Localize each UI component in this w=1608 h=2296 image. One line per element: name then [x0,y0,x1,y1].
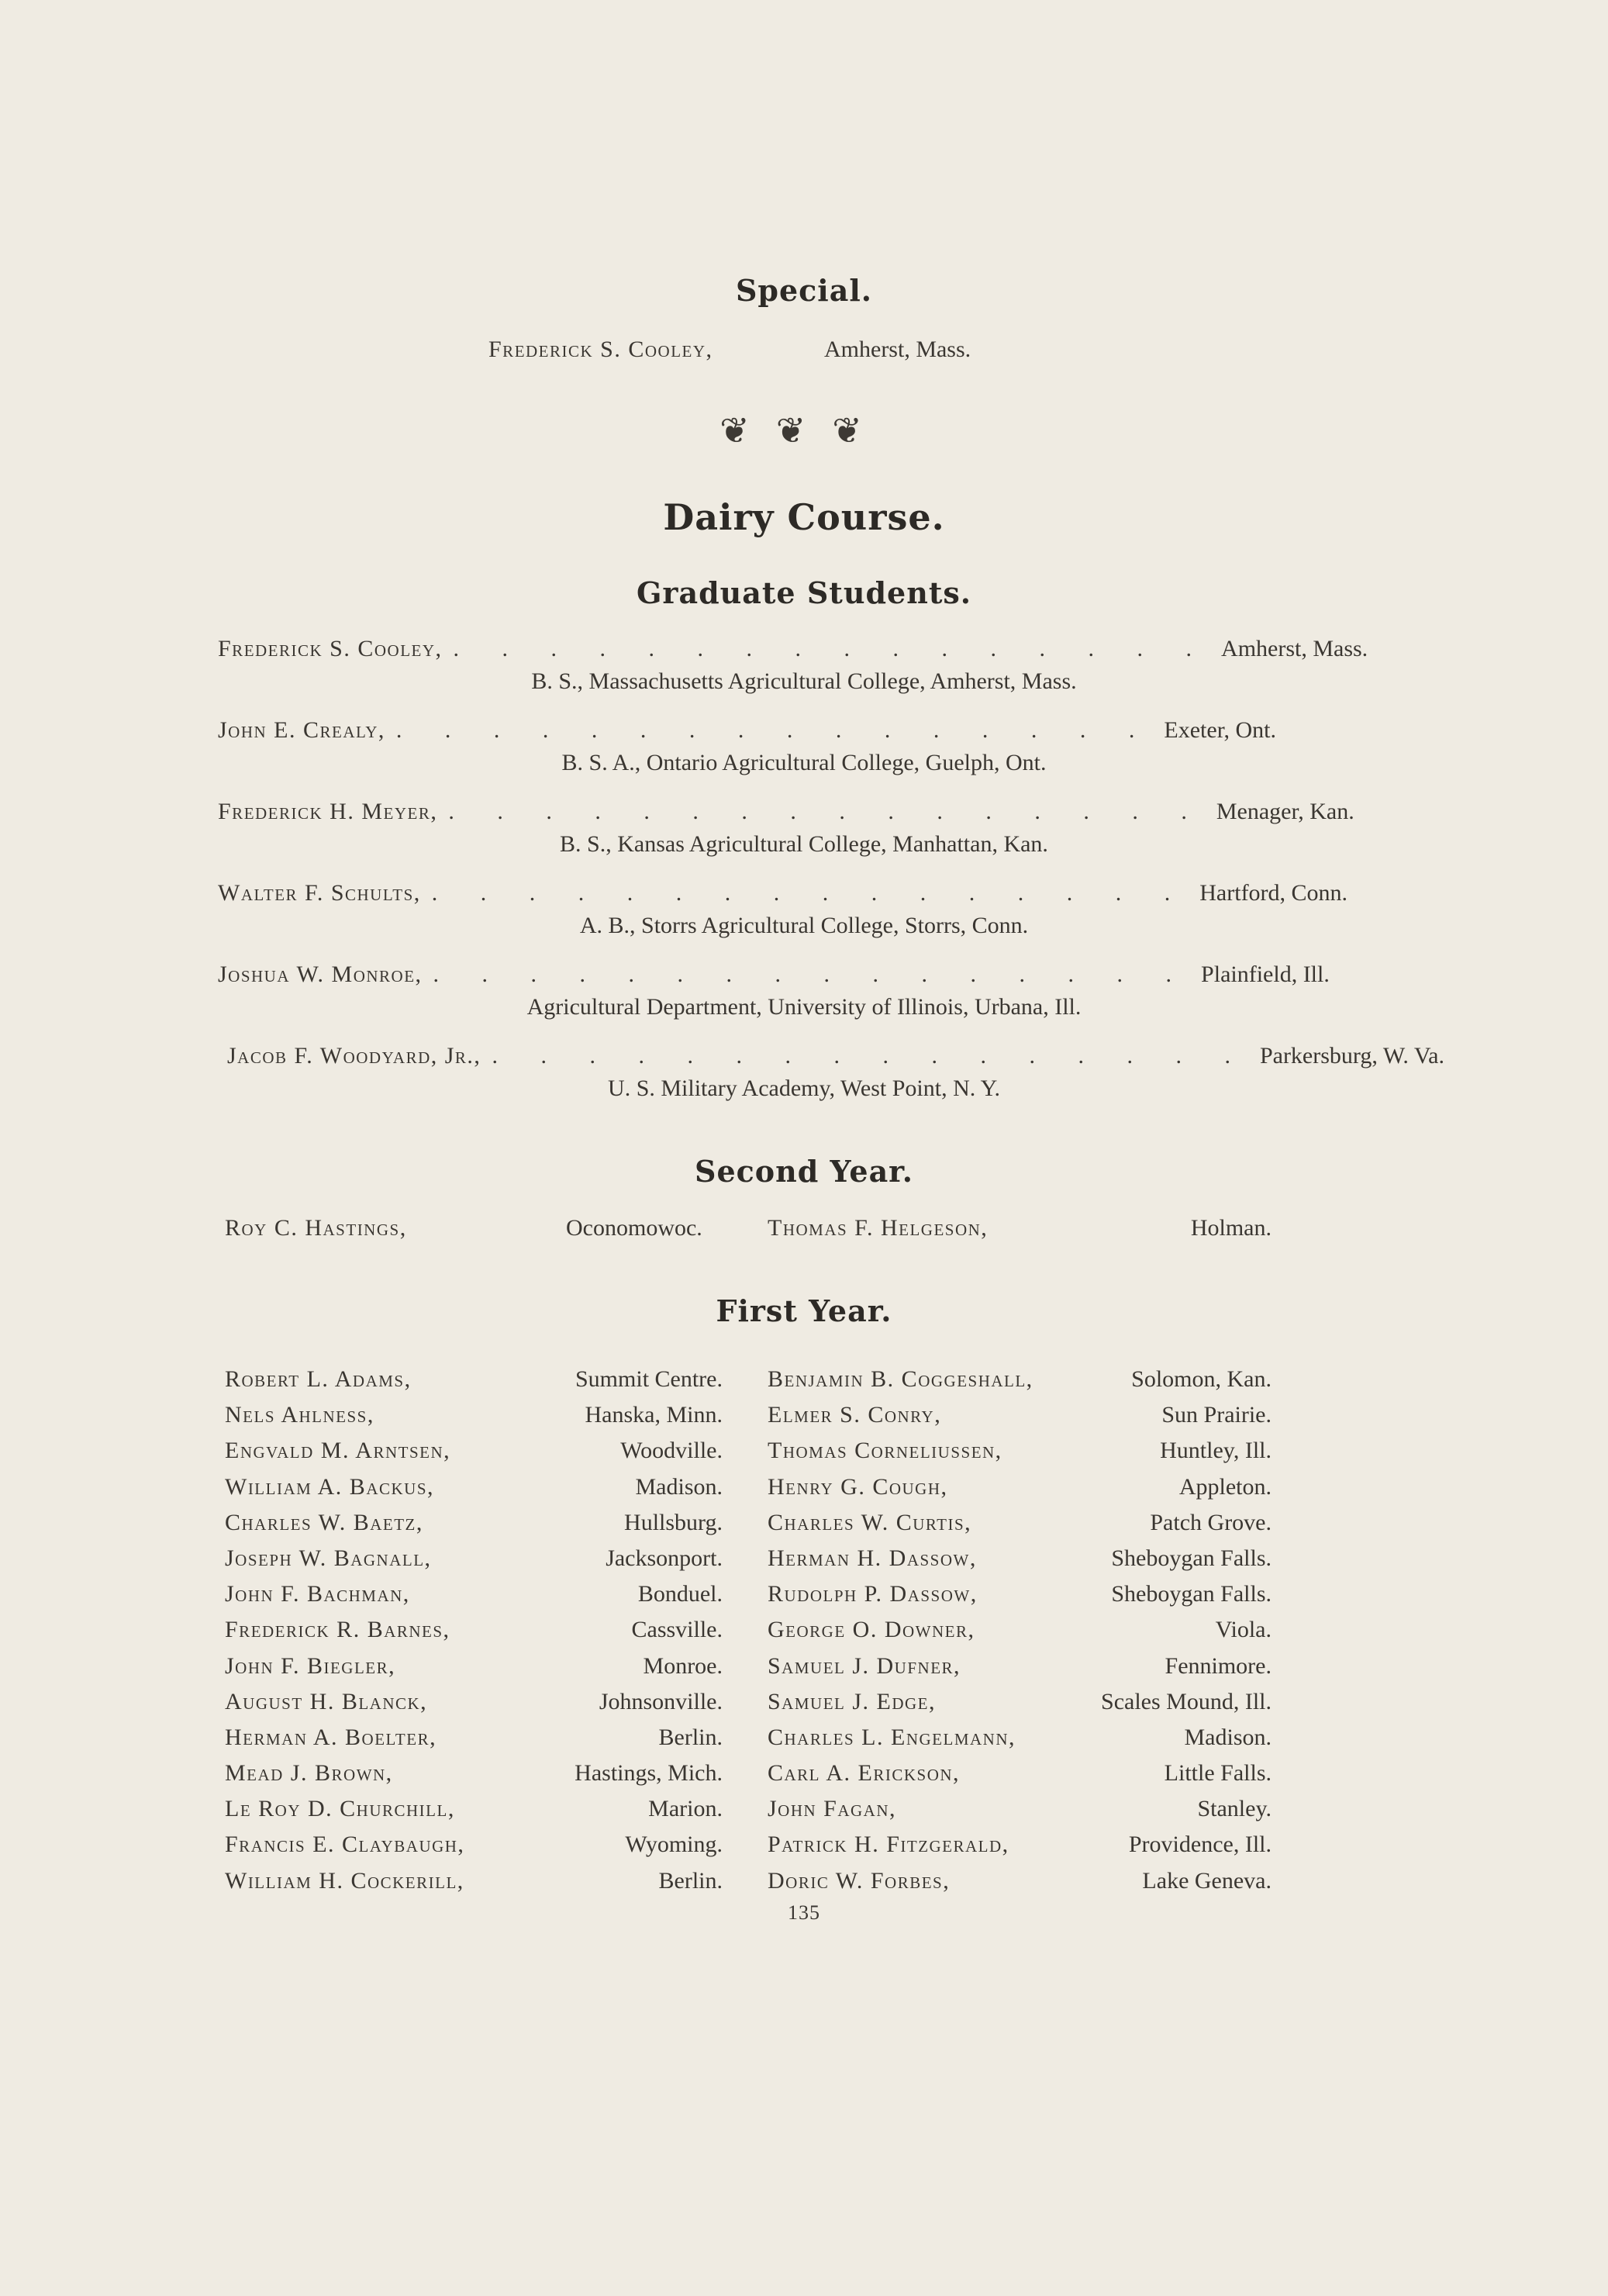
student-place: Sheboygan Falls. [1111,1581,1272,1607]
list-item [225,1617,1272,1652]
second-year-place: Holman. [1190,1215,1272,1241]
student-place: Jacksonport. [606,1545,723,1571]
student-place: Sun Prairie. [1161,1402,1272,1428]
graduate-degree: Agricultural Department, University of Illinois, Urbana, Ill. [526,994,1082,1020]
graduate-degree: A. B., Storrs Agricultural College, Storrs, Conn. [579,913,1029,938]
graduate-name: Joshua W. Monroe, [218,962,423,987]
student-place: Hullsburg. [624,1509,723,1535]
student-place: Fennimore. [1165,1652,1272,1679]
list-item [225,1366,1272,1402]
special-student-name: Frederick S. Cooley, [488,337,713,362]
graduate-degree: B. S., Massachusetts Agricultural College, Amherst, Mass. [531,668,1077,694]
list-item [225,1689,1272,1725]
second-year-name: Roy C. Hastings, [225,1215,407,1241]
student-name: Elmer S. Conry, [768,1402,942,1428]
graduate-name: Jacob F. Woodyard, Jr., [227,1043,481,1069]
student-name: John F. Biegler, [225,1652,396,1679]
student-name: Doric W. Forbes, [768,1867,951,1894]
student-place: Little Falls. [1164,1760,1272,1787]
second-year-name: Thomas F. Helgeson, [768,1215,989,1241]
list-item [225,1796,1272,1832]
graduate-degree: B. S., Kansas Agricultural College, Manhattan, Kan. [560,831,1048,857]
second-year-place: Oconomowoc. [566,1215,702,1241]
graduate-place: Menager, Kan. [1216,799,1354,824]
student-place: Cassville. [631,1617,723,1643]
student-place: Appleton. [1178,1473,1272,1500]
student-name: Francis E. Claybaugh, [225,1832,465,1858]
student-place: Berlin. [658,1724,723,1750]
dot-leader: . . . . . . . . . . . . . . . . [492,1043,1249,1069]
graduate-students-heading: Graduate Students. [636,575,972,610]
student-place: Berlin. [658,1867,723,1894]
student-name: Samuel J. Dufner, [768,1652,961,1679]
list-item [225,1545,1272,1581]
student-place: Sheboygan Falls. [1111,1545,1272,1571]
list-item [225,1438,1272,1473]
second-year-heading: Second Year. [695,1154,913,1189]
dot-leader: . . . . . . . . . . . . . . . . [433,962,1191,987]
student-name: Mead J. Brown, [225,1760,393,1787]
student-name: Nels Ahlness, [225,1402,374,1428]
student-place: Monroe. [643,1652,723,1679]
dairy-course-heading: Dairy Course. [663,496,945,538]
student-place: Bonduel. [637,1581,723,1607]
special-heading: Special. [735,273,873,308]
graduate-place: Amherst, Mass. [1221,636,1368,661]
student-name: Benjamin B. Coggeshall, [768,1366,1033,1392]
student-name: Rudolph P. Dassow, [768,1581,978,1607]
student-place: Marion. [648,1796,723,1822]
student-place: Woodville. [620,1438,723,1464]
student-place: Johnsonville. [599,1688,723,1714]
graduate-place: Hartford, Conn. [1199,880,1348,906]
student-place: Patch Grove. [1150,1509,1272,1535]
list-item [225,1725,1272,1760]
student-place: Scales Mound, Ill. [1101,1688,1272,1714]
list-item [225,1653,1272,1689]
student-name: George O. Downer, [768,1617,975,1643]
student-name: Charles L. Engelmann, [768,1724,1016,1750]
graduate-name: Frederick H. Meyer, [218,799,438,824]
student-name: Charles W. Baetz, [225,1509,423,1535]
graduate-place: Plainfield, Ill. [1201,962,1330,987]
graduate-degree: U. S. Military Academy, West Point, N. Y. [608,1075,1000,1101]
special-student-place: Amherst, Mass. [824,337,971,362]
list-item [225,1581,1272,1617]
student-place: Madison. [635,1473,723,1500]
student-name: Charles W. Curtis, [768,1509,972,1535]
floral-ornament-icon: ❦❦❦ [719,409,889,451]
graduate-entry [0,636,1608,721]
list-item [225,1474,1272,1510]
student-name: John Fagan, [768,1796,897,1822]
student-name: Samuel J. Edge, [768,1688,937,1714]
student-name: Carl A. Erickson, [768,1760,961,1787]
student-name: Robert L. Adams, [225,1366,412,1392]
student-name: Joseph W. Bagnall, [225,1545,432,1571]
graduate-name: Walter F. Schults, [218,880,421,906]
student-place: Lake Geneva. [1142,1867,1272,1894]
student-place: Huntley, Ill. [1160,1438,1272,1464]
student-name: Frederick R. Barnes, [225,1617,450,1643]
graduate-place: Exeter, Ont. [1164,717,1276,743]
student-place: Hanska, Minn. [585,1402,723,1428]
student-name: Engvald M. Arntsen, [225,1438,451,1464]
student-name: William A. Backus, [225,1473,434,1500]
student-place: Solomon, Kan. [1131,1366,1272,1392]
graduate-entry [0,962,1608,1047]
graduate-name: John E. Crealy, [218,717,385,743]
student-place: Providence, Ill. [1128,1832,1272,1858]
list-item [225,1868,1272,1904]
graduate-name: Frederick S. Cooley, [218,636,443,661]
student-name: Henry G. Cough, [768,1473,948,1500]
student-name: Le Roy D. Churchill, [225,1796,455,1822]
student-name: Thomas Corneliussen, [768,1438,1002,1464]
graduate-place: Parkersburg, W. Va. [1259,1043,1444,1069]
graduate-entry [0,880,1608,965]
dot-leader: . . . . . . . . . . . . . . . . [453,636,1211,661]
student-name: Patrick H. Fitzgerald, [768,1832,1009,1858]
student-place: Stanley. [1197,1796,1272,1822]
student-place: Viola. [1215,1617,1272,1643]
first-year-list [225,1366,1272,1904]
list-item [225,1832,1272,1867]
list-item [225,1760,1272,1796]
first-year-heading: First Year. [716,1293,892,1328]
student-name: Herman H. Dassow, [768,1545,977,1571]
student-name: Herman A. Boelter, [225,1724,437,1750]
graduate-degree: B. S. A., Ontario Agricultural College, Guelph, Ont. [561,750,1047,775]
graduate-entry [0,717,1608,803]
dot-leader: . . . . . . . . . . . . . . . . [431,880,1189,906]
student-place: Hastings, Mich. [575,1760,723,1787]
student-name: William H. Cockerill, [225,1867,464,1894]
dot-leader: . . . . . . . . . . . . . . . . [395,717,1154,743]
graduate-entry [0,1043,1608,1128]
list-item [225,1510,1272,1545]
page-number: 135 [788,1901,820,1924]
dot-leader: . . . . . . . . . . . . . . . . [448,799,1206,824]
student-place: Madison. [1184,1724,1272,1750]
student-place: Summit Centre. [575,1366,723,1392]
student-name: John F. Bachman, [225,1581,410,1607]
student-place: Wyoming. [625,1832,723,1858]
student-name: August H. Blanck, [225,1688,428,1714]
list-item [225,1402,1272,1438]
graduate-entry [0,799,1608,884]
